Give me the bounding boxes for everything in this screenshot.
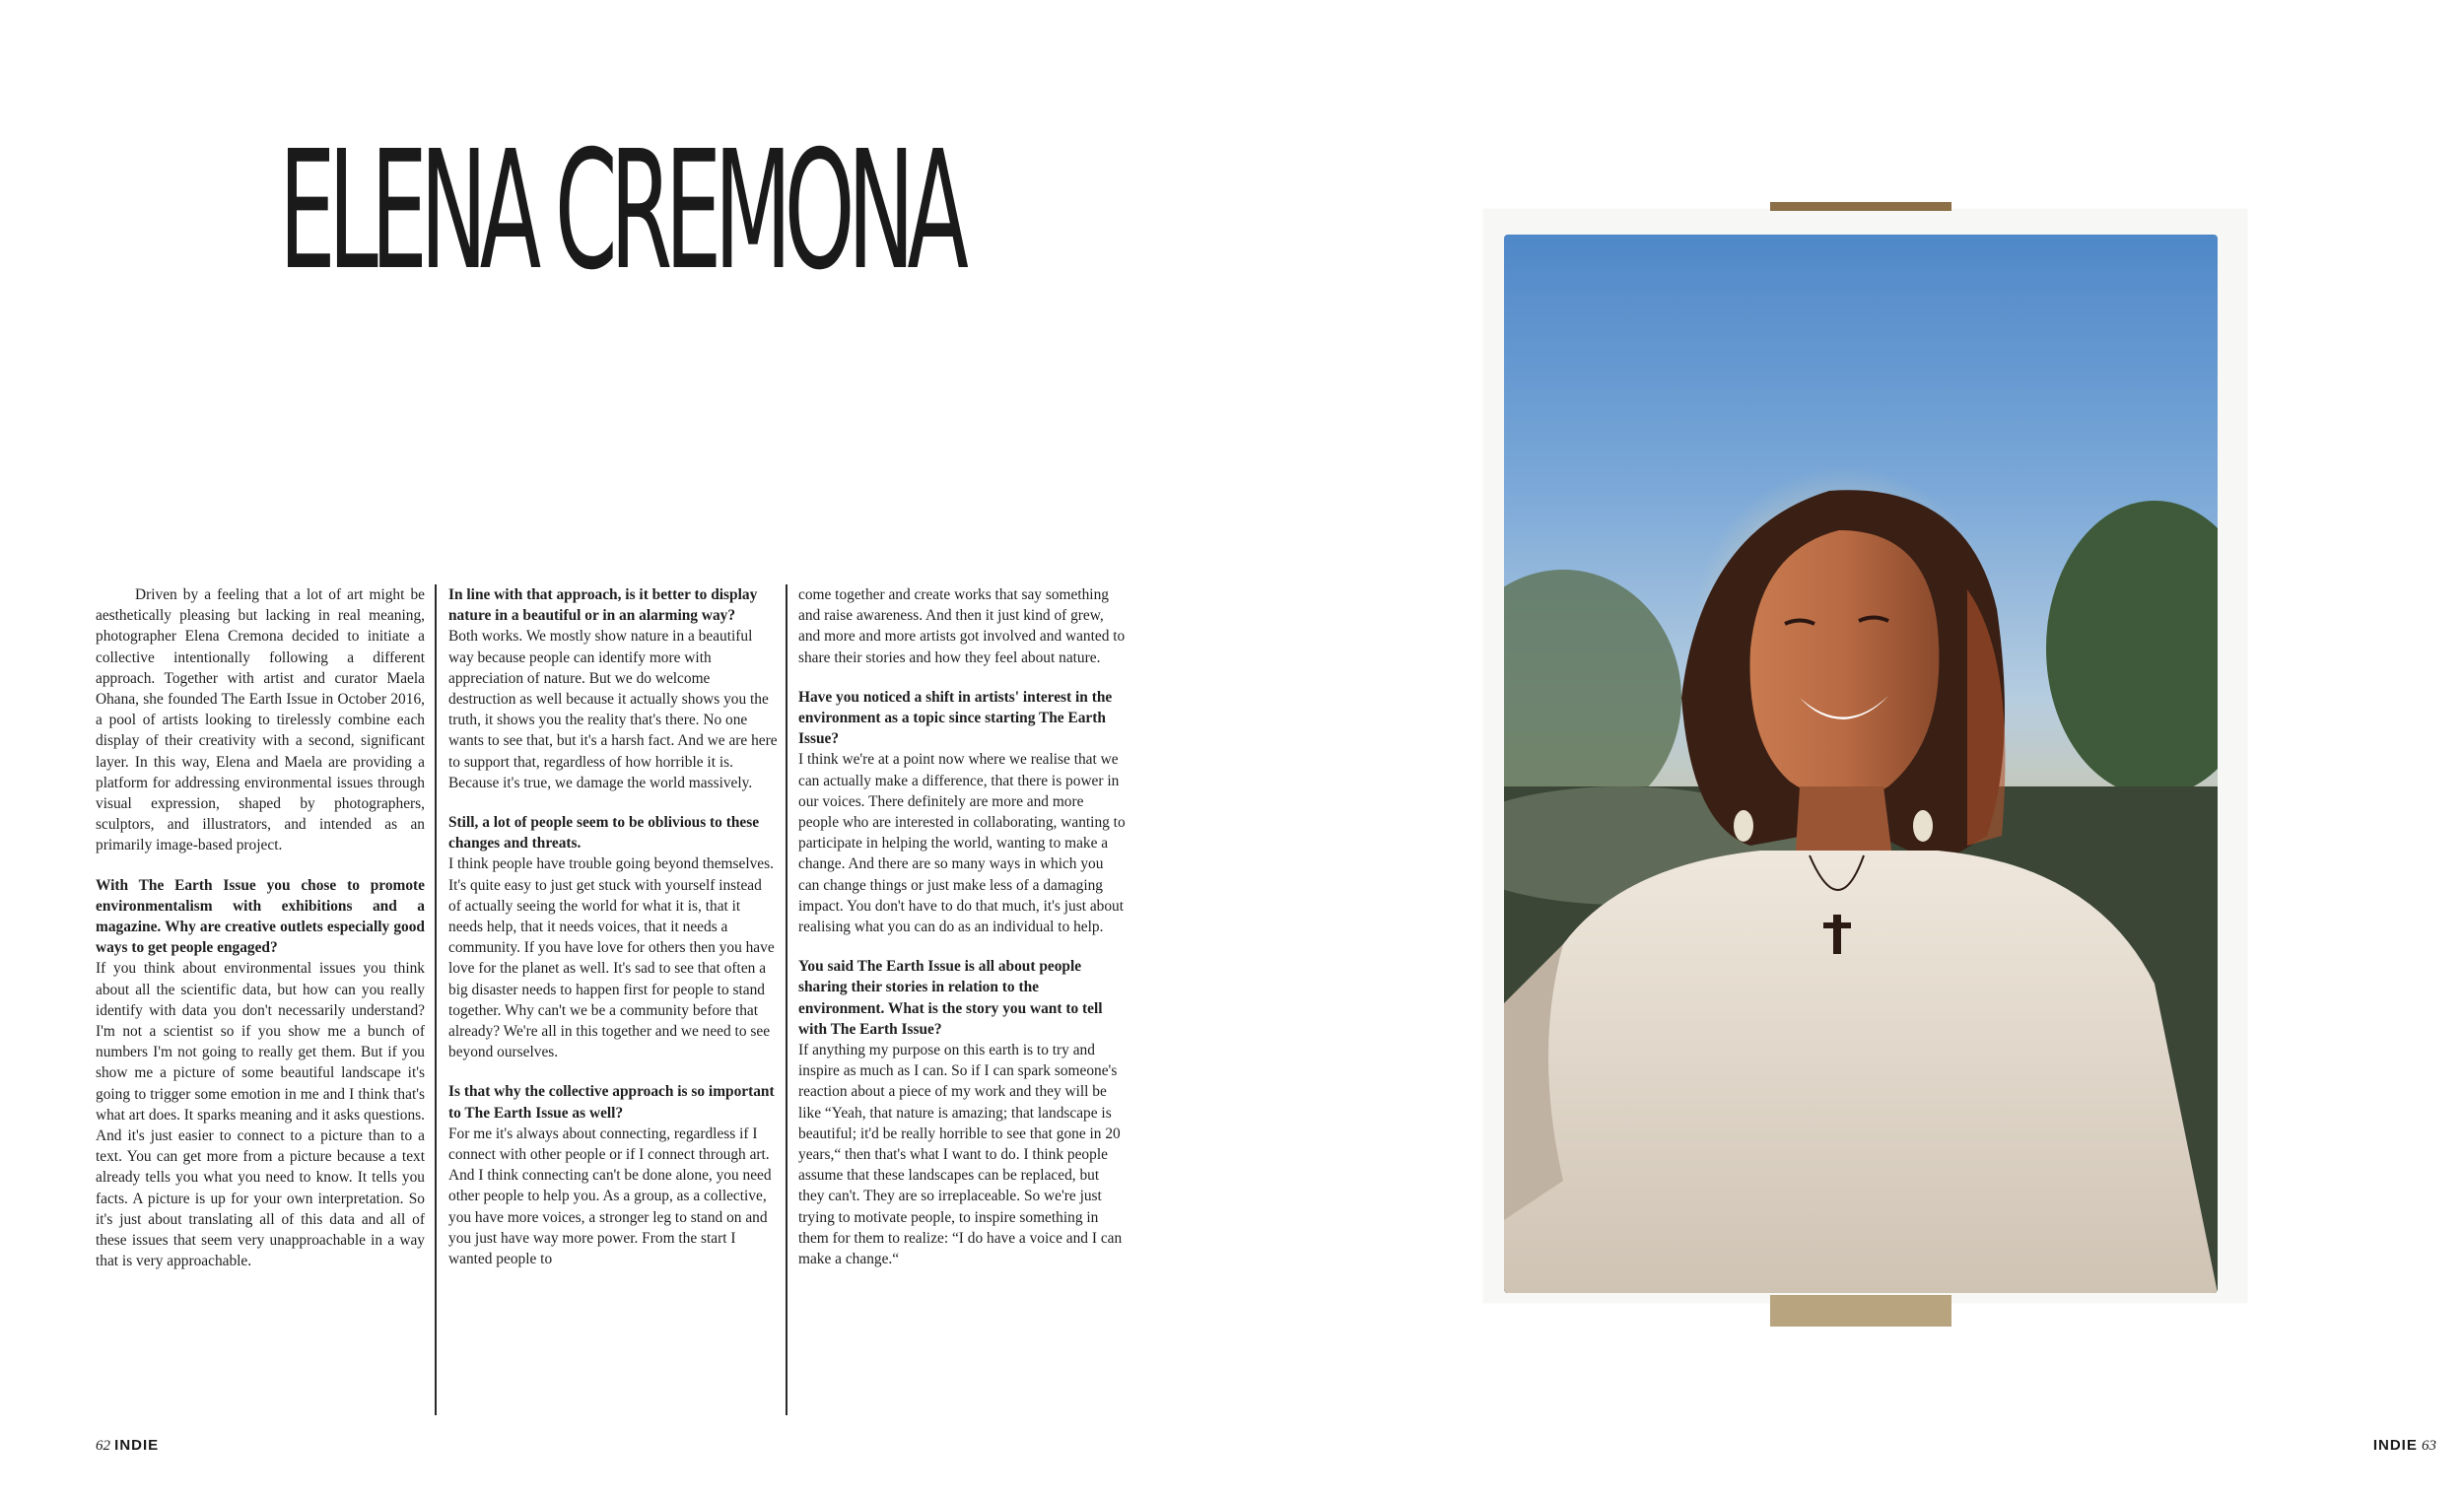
interview-answer: If anything my purpose on this earth is to try and inspire as much as I can. So if I can spark someone's reaction about a piece of my work and they will be like “Yeah, that nature is amazing; that landscape is beautiful; it'd be really horrible to see that gone in 20 years,“ then that's what I want to do. I think people assume that these landscapes can be replaced, but they can't. They are so irreplaceable. So we're just trying to motivate people, to inspire something in them for them to realize: “I do have a voice and I can make a change.“ <box>798 1042 1123 1268</box>
page-number: 62 <box>96 1438 110 1454</box>
interview-answer: come together and create works that say something and raise awareness. And then it just kind of grew, and more and more artists got involved and wanted to share their stories and how they feel about nature. <box>798 586 1126 666</box>
interview-question: Still, a lot of people seem to be oblivious to these changes and threats. <box>448 814 760 852</box>
magazine-name: INDIE <box>114 1437 160 1454</box>
tape-strip <box>1770 202 1951 211</box>
article-column-2 <box>448 584 778 1269</box>
article-column-3 <box>798 584 1128 1269</box>
page-title: ELENA CREMONA <box>279 116 962 307</box>
interview-question: In line with that approach, is it better to display nature in a beautiful or in an alarming way? <box>448 586 758 625</box>
folio-right <box>2373 1437 2436 1455</box>
article-column-1 <box>96 584 425 1272</box>
interview-answer: For me it's always about connecting, regardless if I connect with other people or if I connect through art. And I think connecting can't be done alone, you need other people to help you. As a group, as a collective, you have more voices, a stronger leg to stand on and you just have way more power. From the start I wanted people to <box>448 1125 772 1268</box>
interview-answer: If you think about environmental issues you think about all the scientific data, but how can you really identify with data you don't necessarily understand? I'm not a scientist so if you show me a bunch of numbers I'm not going to really get them. But if you show me a picture of some beautiful landscape it's going to trigger some emotion in me and I think that's what art does. It sparks meaning and it asks questions. And it's just easier to connect to a picture than to a text. You can get more from a picture because a text already tells you what you need to know. It tells you facts. A picture is up for your own interpretation. So it's just about translating all of this data and all of these issues that seem very unapproachable in a way that is very approachable. <box>96 960 425 1270</box>
interview-answer: Both works. We mostly show nature in a beautiful way because people can identify more with appreciation of nature. But we do welcome destruction as well because it actually shows you the truth, it shows you the reality that's there. No one wants to see that, but it's a harsh fact. And we are here to support that, regardless of how horrible it is. Because it's true, we damage the world massively. <box>448 628 778 791</box>
interview-answer: I think people have trouble going beyond themselves. It's quite easy to just get stuck with yourself instead of actually seeing the world for what it is, that it needs help, that it needs voices, that it needs a community. If you have love for others then you have love for the planet as well. It's sad to see that often a big disaster needs to happen first for people to stand together. Why can't we be a community before that already? We're all in this together and we need to see beyond ourselves. <box>448 855 775 1061</box>
tape-strip <box>1770 1295 1951 1327</box>
interview-question: With The Earth Issue you chose to promote environmentalism with exhibitions and a magazine. Why are creative outlets especially good ways to get people engaged? <box>96 876 425 957</box>
interview-answer: I think we're at a point now where we realise that we can actually make a difference, that there is power in our voices. There definitely are more and more people who are interested in collaborating, wanting to participate in helping the world, wanting to make a change. And there are so many ways in which you can change things or just make less of a damaging impact. You don't have to do that much, it's just about realising what you can do as an individual to help. <box>798 751 1126 936</box>
column-divider <box>786 584 787 1415</box>
page-number: 63 <box>2422 1438 2436 1454</box>
magazine-name: INDIE <box>2372 1437 2418 1454</box>
portrait-photo <box>1504 235 2218 1293</box>
folio-left <box>96 1437 159 1455</box>
interview-question: Have you noticed a shift in artists' interest in the environment as a topic since starting The Earth Issue? <box>798 688 1113 748</box>
column-divider <box>435 584 437 1415</box>
interview-question: Is that why the collective approach is so important to The Earth Issue as well? <box>448 1083 775 1122</box>
interview-question: You said The Earth Issue is all about people sharing their stories in relation to the environment. What is the story you want to tell with The Earth Issue? <box>798 958 1103 1038</box>
intro-paragraph: Driven by a feeling that a lot of art might be aesthetically pleasing but lacking in real meaning, photographer Elena Cremona decided to initiate a collective intentionally following a different approach. Together with artist and curator Maela Ohana, she founded The Earth Issue in October 2016, a pool of artists looking to tirelessly combine each display of their creativity with a second, significant layer. In this way, Elena and Maela are providing a platform for addressing environmental issues through visual expression, shaped by photographers, sculptors, and illustrators, and intended as an primarily image-based project. <box>96 586 425 854</box>
